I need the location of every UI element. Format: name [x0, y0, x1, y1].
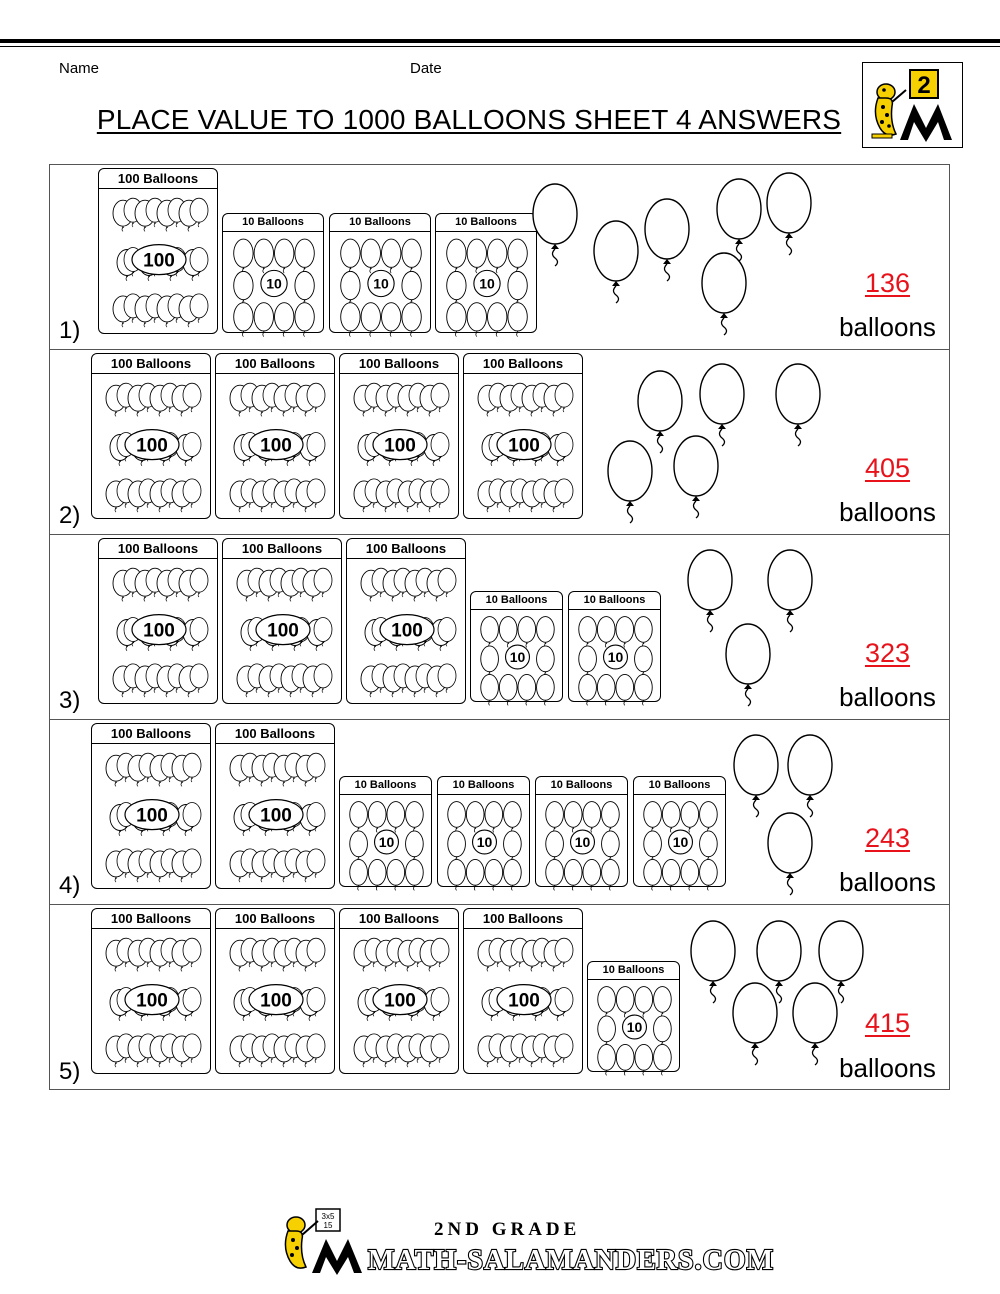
hundred-balloons-card: [346, 538, 466, 704]
hundred-balloons-card: [215, 353, 335, 519]
question-number: 4): [59, 872, 81, 899]
balloon-cluster-icon: [347, 560, 467, 705]
ten-value: 10: [266, 275, 282, 292]
page-title: PLACE VALUE TO 1000 BALLOONS SHEET 4 ANSWERS: [96, 104, 842, 135]
hundred-value: 100: [260, 435, 292, 457]
ten-balloons-card: [435, 213, 537, 333]
hundred-balloons-card: [98, 538, 218, 704]
card-title: 10 Balloons: [223, 214, 323, 232]
answer-value: 415: [864, 1008, 911, 1038]
balloon-cluster-icon: [340, 796, 433, 888]
name-label: Name: [59, 60, 100, 77]
card-title: 100 Balloons: [99, 169, 217, 189]
ten-balloons-card: [568, 591, 661, 702]
balloon-cluster-icon: [569, 611, 662, 703]
svg-text:3x5: 3x5: [321, 1212, 335, 1221]
balloon-cluster-icon: [216, 375, 336, 520]
ten-value: 10: [509, 649, 526, 665]
top-rule-thick: [0, 39, 1000, 43]
hundred-balloons-card: [91, 908, 211, 1074]
hundred-balloons-card: [339, 908, 459, 1074]
question-row: [50, 535, 949, 720]
footer-grade-text: 2ND GRADE: [434, 1219, 581, 1240]
balloon-cluster-icon: [634, 796, 727, 888]
question-number: 2): [59, 502, 81, 529]
balloon-cluster-icon: [340, 375, 460, 520]
hundred-balloons-card: [91, 353, 211, 519]
question-row: [50, 905, 949, 1090]
card-title: 100 Balloons: [99, 539, 217, 559]
footer-site-text: MATH-SALAMANDERS.COM: [368, 1245, 775, 1276]
card-title: 100 Balloons: [340, 909, 458, 929]
hundred-value: 100: [136, 805, 168, 827]
balloon-cluster-icon: [464, 375, 584, 520]
card-title: 100 Balloons: [464, 354, 582, 374]
ten-value: 10: [574, 834, 591, 850]
question-row: [50, 720, 949, 905]
hundred-value: 100: [508, 990, 540, 1012]
answer-value: 323: [864, 638, 911, 668]
balloon-cluster-icon: [436, 233, 538, 334]
balloon-icon: [772, 362, 824, 448]
balloon-icon: [789, 981, 841, 1067]
card-title: 10 Balloons: [438, 777, 529, 795]
ten-value: 10: [476, 834, 493, 850]
balloon-icon: [713, 177, 765, 263]
hundred-value: 100: [267, 620, 299, 642]
answer-value: 136: [864, 268, 911, 298]
balloon-icon: [670, 434, 722, 520]
hundred-balloons-card: [463, 908, 583, 1074]
balloon-cluster-icon: [92, 930, 212, 1075]
hundred-value: 100: [508, 435, 540, 457]
date-label: Date: [410, 60, 442, 77]
card-title: 100 Balloons: [92, 724, 210, 744]
hundred-balloons-card: [215, 723, 335, 889]
ten-balloons-card: [339, 776, 432, 887]
balloon-cluster-icon: [340, 930, 460, 1075]
ten-value: 10: [607, 649, 624, 665]
hundred-balloons-card: [215, 908, 335, 1074]
math-salamanders-footer-logo-icon: [274, 1207, 775, 1277]
balloon-cluster-icon: [464, 930, 584, 1075]
card-title: 100 Balloons: [216, 354, 334, 374]
hundred-balloons-card: [339, 353, 459, 519]
balloon-cluster-icon: [216, 745, 336, 890]
ten-balloons-card: [470, 591, 563, 702]
hundred-value: 100: [143, 250, 175, 272]
ten-value: 10: [373, 275, 389, 292]
balloon-cluster-icon: [99, 560, 219, 705]
svg-text:15: 15: [323, 1221, 333, 1230]
card-title: 100 Balloons: [223, 539, 341, 559]
balloon-icon: [604, 439, 656, 525]
balloon-cluster-icon: [438, 796, 531, 888]
balloon-cluster-icon: [588, 981, 681, 1073]
question-number: 3): [59, 687, 81, 714]
balloon-cluster-icon: [92, 745, 212, 890]
answer-unit: balloons: [839, 682, 936, 712]
hundred-balloons-card: [91, 723, 211, 889]
hundred-value: 100: [260, 805, 292, 827]
question-row: [50, 165, 949, 350]
balloon-cluster-icon: [216, 930, 336, 1075]
hundred-balloons-card: [98, 168, 218, 334]
hundred-value: 100: [260, 990, 292, 1012]
balloon-cluster-icon: [471, 611, 564, 703]
balloon-icon: [722, 622, 774, 708]
card-title: 10 Balloons: [634, 777, 725, 795]
card-title: 10 Balloons: [436, 214, 536, 232]
card-title: 10 Balloons: [330, 214, 430, 232]
card-title: 100 Balloons: [92, 909, 210, 929]
balloon-cluster-icon: [223, 560, 343, 705]
card-title: 10 Balloons: [569, 592, 660, 610]
ten-value: 10: [479, 275, 495, 292]
ten-balloons-card: [633, 776, 726, 887]
hundred-value: 100: [384, 435, 416, 457]
hundred-value: 100: [391, 620, 423, 642]
ten-balloons-card: [222, 213, 324, 333]
hundred-balloons-card: [222, 538, 342, 704]
answer-unit: balloons: [839, 497, 936, 527]
ten-balloons-card: [587, 961, 680, 1072]
card-title: 100 Balloons: [216, 724, 334, 744]
card-title: 100 Balloons: [92, 354, 210, 374]
question-number: 5): [59, 1058, 81, 1085]
question-row: [50, 350, 949, 535]
hundred-value: 100: [143, 620, 175, 642]
card-title: 100 Balloons: [216, 909, 334, 929]
balloon-cluster-icon: [92, 375, 212, 520]
balloon-icon: [784, 733, 836, 819]
balloon-icon: [729, 981, 781, 1067]
answer-value: 243: [864, 823, 911, 853]
balloon-cluster-icon: [223, 233, 325, 334]
answer-unit: balloons: [839, 312, 936, 342]
card-title: 10 Balloons: [471, 592, 562, 610]
card-title: 10 Balloons: [340, 777, 431, 795]
question-number: 1): [59, 317, 81, 344]
balloon-icon: [764, 811, 816, 897]
salamander-logo-icon: [862, 62, 963, 148]
card-title: 100 Balloons: [340, 354, 458, 374]
ten-value: 10: [378, 834, 395, 850]
balloon-cluster-icon: [99, 190, 219, 335]
answer-value: 405: [864, 453, 911, 483]
balloon-icon: [641, 197, 693, 283]
answer-unit: balloons: [839, 867, 936, 897]
card-title: 100 Balloons: [464, 909, 582, 929]
balloon-icon: [763, 171, 815, 257]
balloon-icon: [698, 251, 750, 337]
card-title: 10 Balloons: [536, 777, 627, 795]
balloon-icon: [529, 182, 581, 268]
worksheet-table: [49, 164, 950, 1090]
grade-digit: 2: [917, 72, 931, 99]
hundred-value: 100: [136, 435, 168, 457]
ten-balloons-card: [535, 776, 628, 887]
answer-unit: balloons: [839, 1053, 936, 1083]
card-title: 10 Balloons: [588, 962, 679, 980]
balloon-icon: [730, 733, 782, 819]
ten-value: 10: [672, 834, 689, 850]
balloon-icon: [590, 219, 642, 305]
hundred-balloons-card: [463, 353, 583, 519]
hundred-value: 100: [384, 990, 416, 1012]
ten-value: 10: [626, 1019, 643, 1035]
card-title: 100 Balloons: [347, 539, 465, 559]
top-rule-thin: [0, 46, 1000, 47]
ten-balloons-card: [329, 213, 431, 333]
balloon-cluster-icon: [330, 233, 432, 334]
hundred-value: 100: [136, 990, 168, 1012]
ten-balloons-card: [437, 776, 530, 887]
balloon-cluster-icon: [536, 796, 629, 888]
